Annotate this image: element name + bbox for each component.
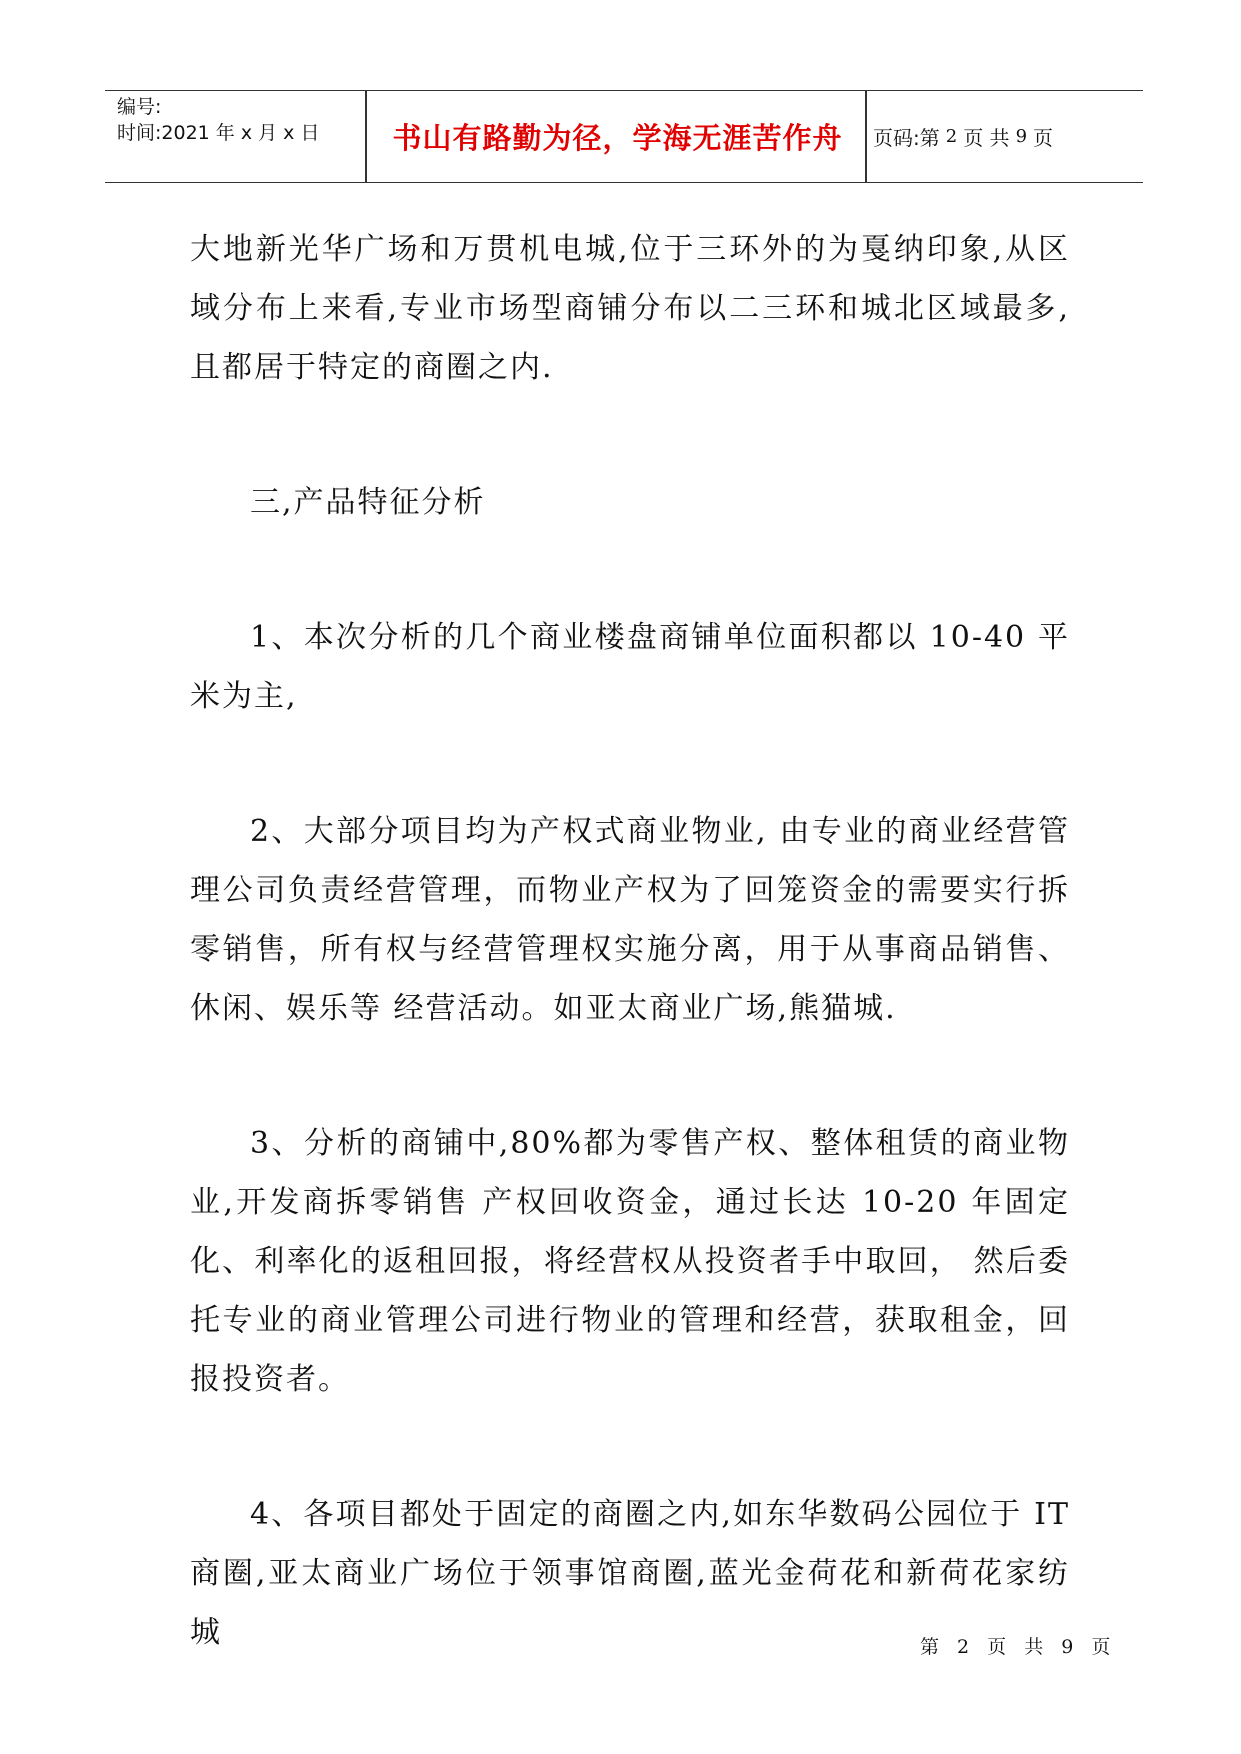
page-label: 页码:第 (873, 126, 940, 150)
current-page-number: 2 (945, 126, 958, 147)
spacer (190, 1409, 1070, 1485)
list-item-4: 4、各项目都处于固定的商圈之内,如东华数码公园位于 IT 商圈,亚太商业广场位于领事馆商圈,蓝光金荷花和新荷花家纺城 (190, 1497, 1070, 1650)
list-item-2: 2、大部分项目均为产权式商业物业, 由专业的商业经营管理公司负责经营管理，而物业产权为了回笼资金的需要实行拆零销售，所有权与经营管理权实施分离，用于从事商品销售、休闲、娱乐等 经营活动。如亚太商业广场,熊猫城. (190, 814, 1070, 1026)
spacer (190, 532, 1070, 608)
total-pages-number: 9 (1015, 126, 1028, 147)
section-heading: 三,产品特征分析 (250, 485, 486, 520)
header-meta (117, 91, 367, 182)
spacer (190, 1038, 1070, 1114)
page-mid-label: 页 共 (963, 126, 1010, 150)
page-end-label: 页 (1033, 126, 1054, 150)
page-header (105, 90, 1143, 183)
list-item-1: 1、本次分析的几个商业楼盘商铺单位面积都以 10-40 平米为主, (190, 620, 1070, 714)
header-page-indicator (873, 91, 1053, 182)
document-body (190, 220, 1070, 1662)
spacer (190, 726, 1070, 802)
document-number-label: 编号: (117, 96, 162, 118)
spacer (190, 397, 1070, 473)
header-divider-left (365, 91, 367, 182)
document-date-label: 时间:2021 年 x 月 x 日 (117, 122, 320, 144)
header-motto: 书山有路勤为径，学海无涯苦作舟 (392, 121, 843, 155)
header-divider-right (865, 91, 867, 182)
paragraph-intro: 大地新光华广场和万贯机电城,位于三环外的为戛纳印象,从区域分布上来看,专业市场型商铺分布以二三环和城北区域最多,且都居于特定的商圈之内. (190, 232, 1070, 385)
list-item-3: 3、分析的商铺中,80%都为零售产权、整体租赁的商业物业,开发商拆零销售 产权回收资金，通过长达 10-20 年固定化、利率化的返租回报，将经营权从投资者手中取回， 然后委托专业的商业管理公司进行物业的管理和经营，获取租金，回报投资者。 (190, 1126, 1070, 1397)
page-footer: 第 2 页 共 9 页 (920, 1636, 1117, 1658)
